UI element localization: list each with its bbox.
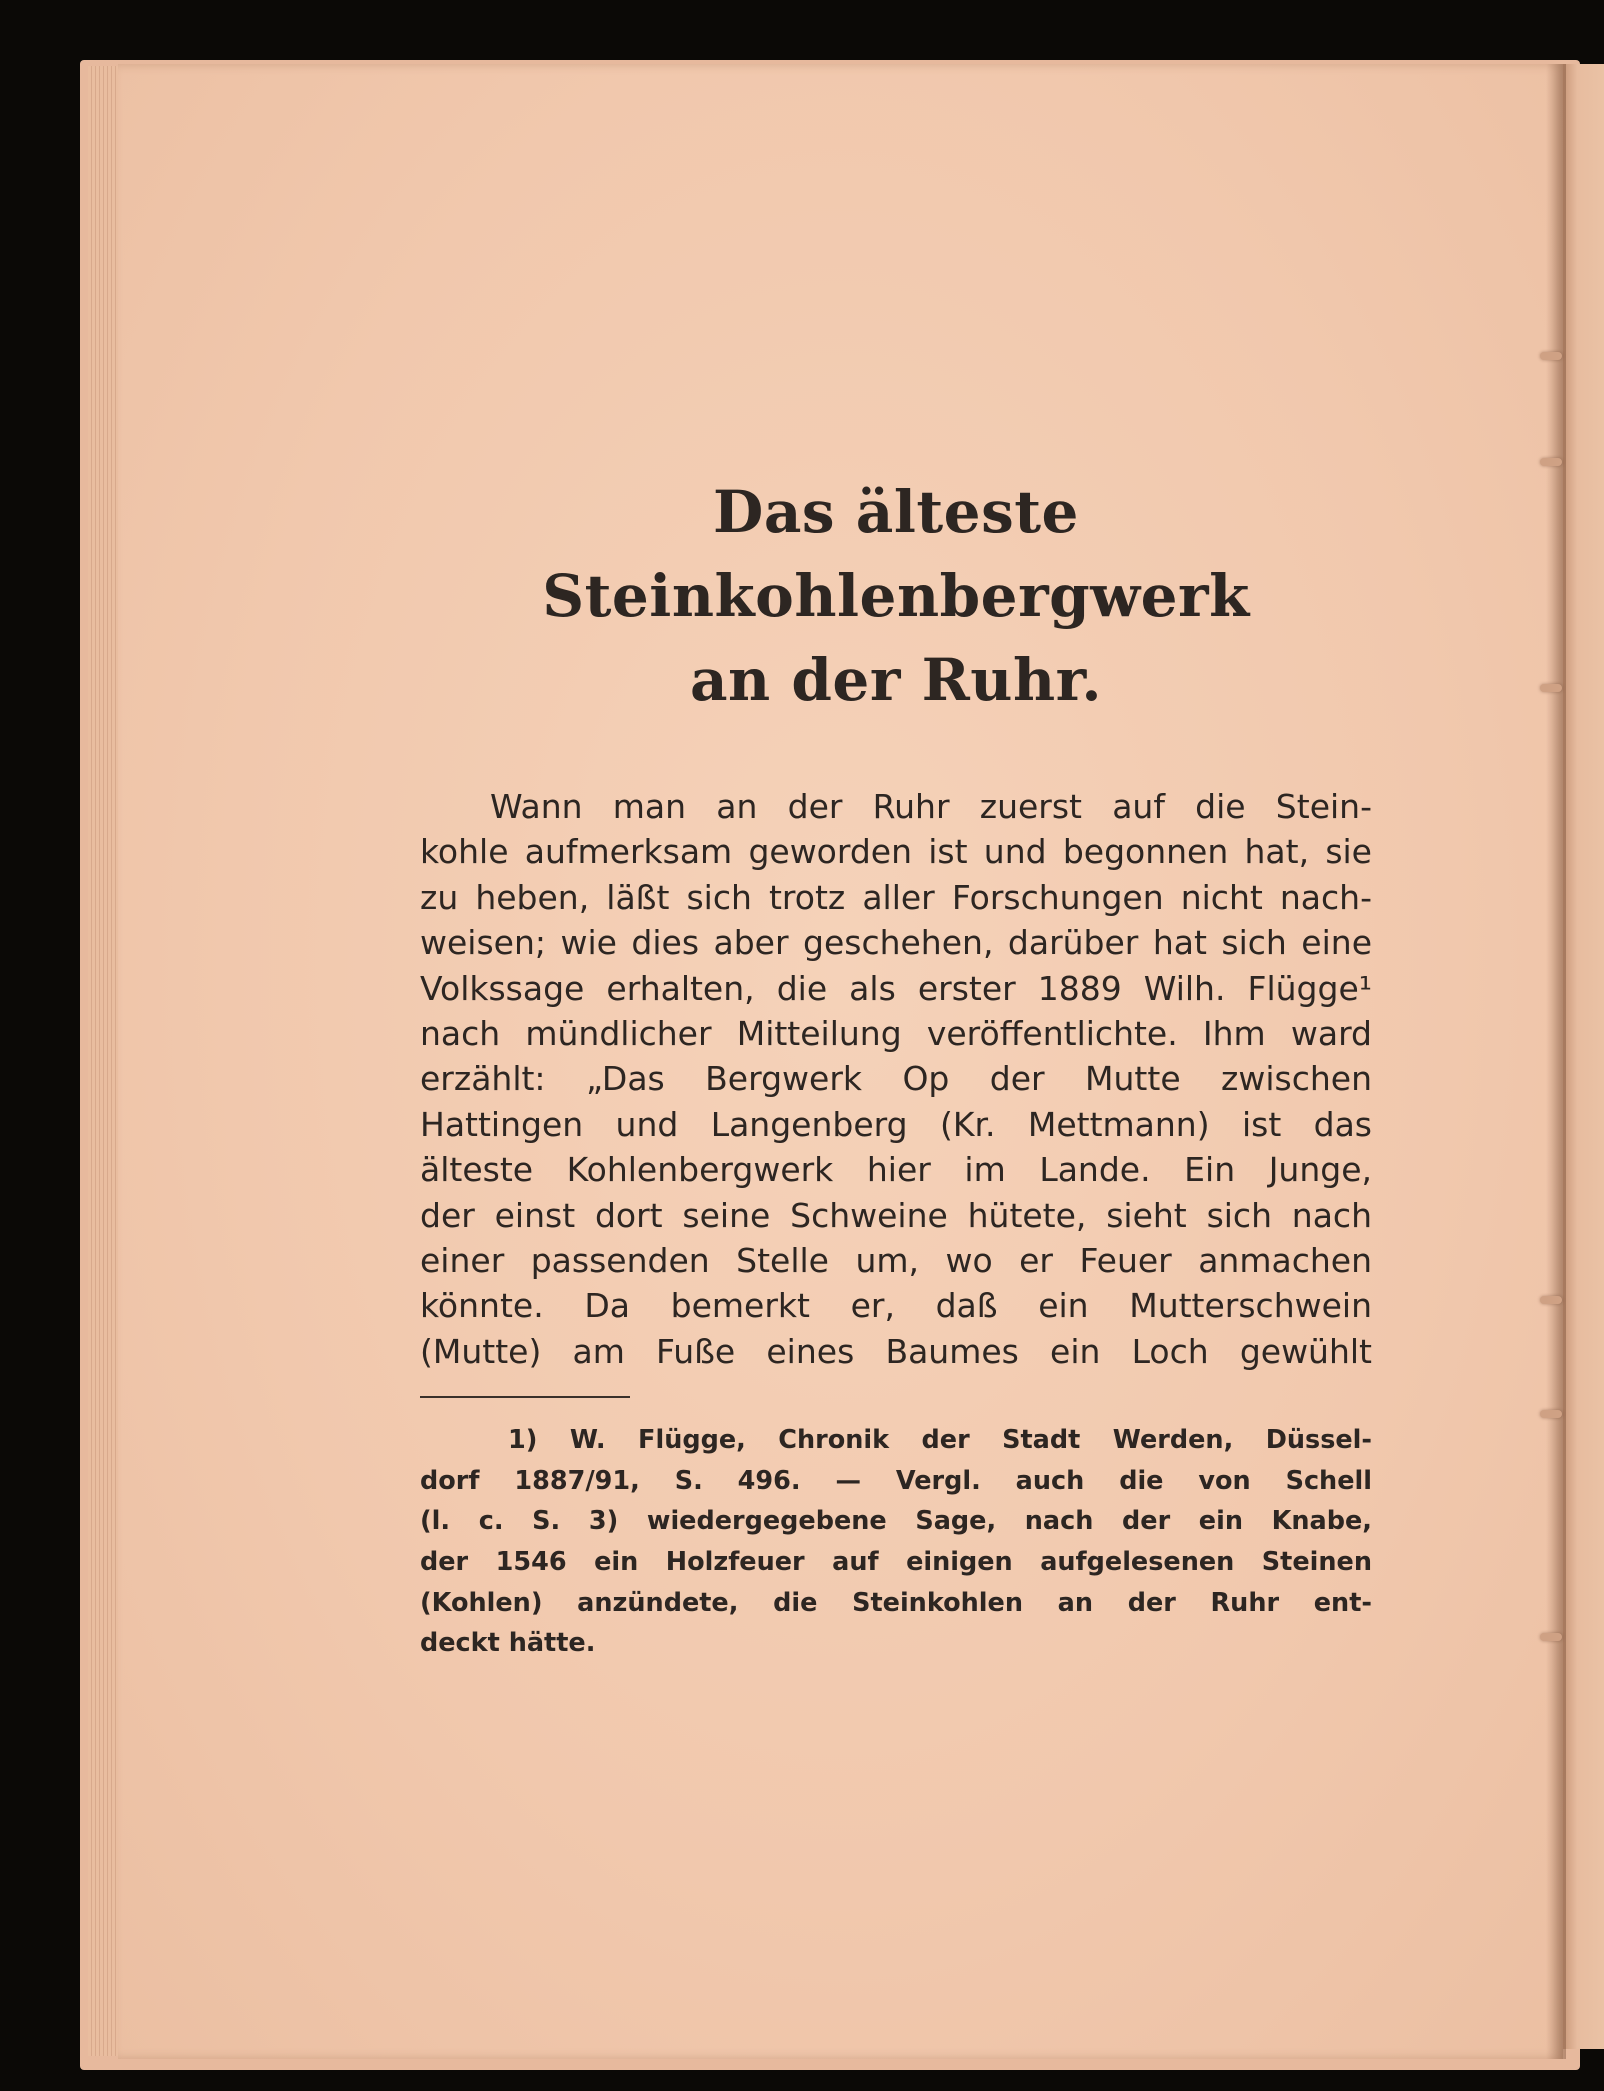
body-line: Volkssage erhalten, die als erster 1889 Wilh. Flügge¹ xyxy=(420,968,1372,1008)
spine-shadow xyxy=(1546,64,1566,2059)
footnote-line: dorf 1887/91, S. 496. — Vergl. auch die von Schell xyxy=(420,1465,1372,1496)
body-paragraph xyxy=(420,784,1372,1374)
binding-stitch xyxy=(1540,458,1562,466)
binding-stitch xyxy=(1540,1410,1562,1418)
footnote-line: (l. c. S. 3) wiedergegebene Sage, nach der ein Knabe, xyxy=(420,1506,1372,1537)
page-content xyxy=(420,470,1372,1664)
body-line: könnte. Da bemerkt er, daß ein Mutterschwein xyxy=(420,1286,1372,1326)
facing-page-edge xyxy=(1563,64,1604,2049)
page-title xyxy=(420,470,1372,722)
binding-stitch xyxy=(1540,352,1562,360)
footnote-line: der 1546 ein Holzfeuer auf einigen aufgelesenen Steinen xyxy=(420,1547,1372,1578)
footnote-divider xyxy=(420,1396,630,1398)
body-line: der einst dort seine Schweine hütete, sieht sich nach xyxy=(420,1195,1372,1235)
body-line: Wann man an der Ruhr zuerst auf die Stein- xyxy=(490,787,1372,826)
title-line: an der Ruhr. xyxy=(689,646,1103,714)
footnote xyxy=(420,1420,1372,1664)
footnote-line: deckt hätte. xyxy=(420,1628,596,1659)
binding-stitch xyxy=(1540,684,1562,692)
body-line: (Mutte) am Fuße eines Baumes ein Loch gewühlt xyxy=(420,1331,1372,1371)
body-line: einer passenden Stelle um, wo er Feuer anmachen xyxy=(420,1241,1372,1281)
body-line: weisen; wie dies aber geschehen, darüber hat sich eine xyxy=(420,923,1372,963)
body-line: zu heben, läßt sich trotz aller Forschungen nicht nach- xyxy=(420,877,1372,917)
footnote-line: 1) W. Flügge, Chronik der Stadt Werden, Düssel- xyxy=(508,1425,1372,1456)
binding-stitch xyxy=(1540,1633,1562,1641)
body-line: erzählt: „Das Bergwerk Op der Mutte zwischen xyxy=(420,1059,1372,1099)
footnote-line: (Kohlen) anzündete, die Steinkohlen an der Ruhr ent- xyxy=(420,1587,1372,1618)
page-edges xyxy=(88,66,118,2056)
body-line: Hattingen und Langenberg (Kr. Mettmann) ist das xyxy=(420,1104,1372,1144)
body-line: nach mündlicher Mitteilung veröffentlichte. Ihm ward xyxy=(420,1014,1372,1054)
binding-stitch xyxy=(1540,1296,1562,1304)
body-line: älteste Kohlenbergwerk hier im Lande. Ein Junge, xyxy=(420,1150,1372,1190)
title-line: Das älteste Steinkohlenbergwerk xyxy=(542,478,1250,630)
body-line: kohle aufmerksam geworden ist und begonnen hat, sie xyxy=(420,832,1372,872)
